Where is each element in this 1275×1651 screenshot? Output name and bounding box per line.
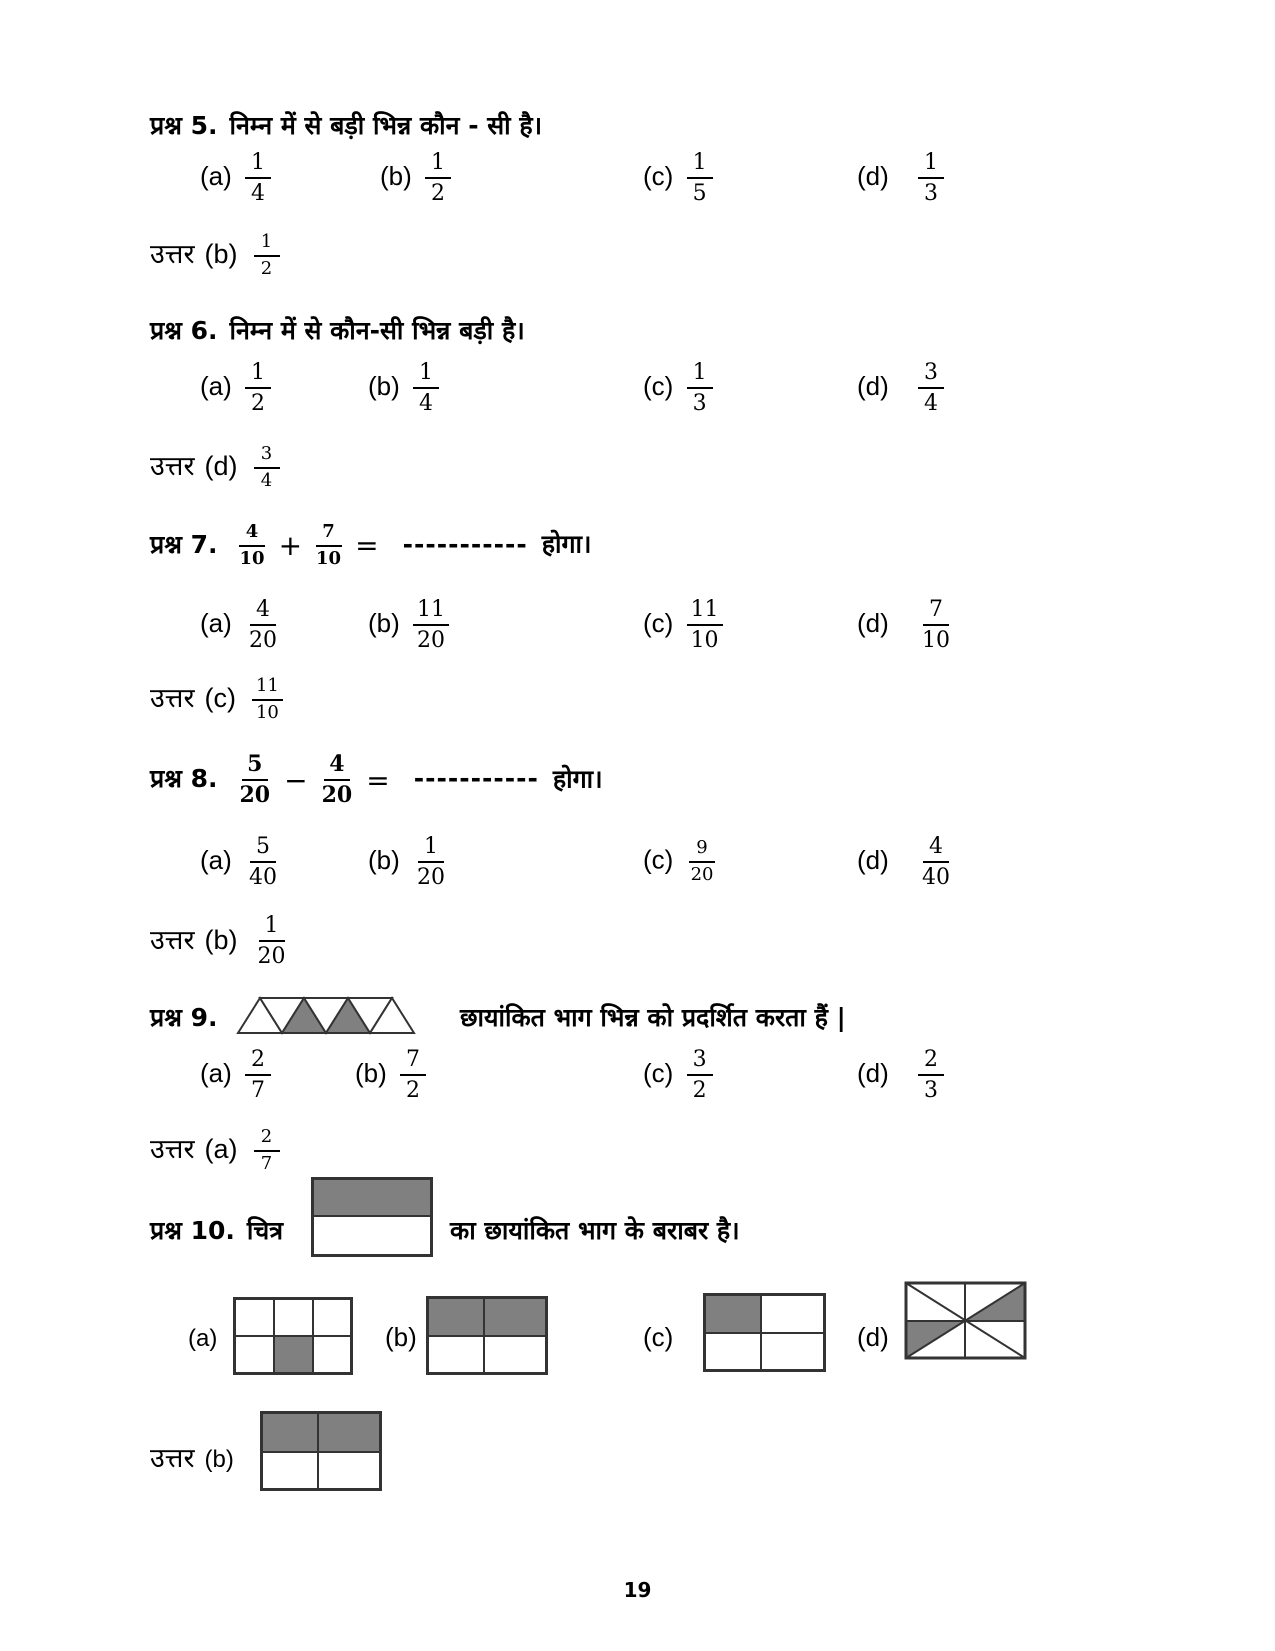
option-label: (a) [200, 845, 232, 876]
question-8 [150, 752, 603, 809]
option-label: (c) [643, 161, 674, 192]
answer-label: उत्तर [150, 924, 195, 956]
q9-option-c[interactable] [643, 1047, 719, 1104]
answer-option: (b) [204, 924, 238, 955]
q7-option-b[interactable] [368, 597, 455, 654]
fraction: $\frac{1}{4}$ [245, 150, 271, 207]
blank: ----------- [413, 764, 539, 794]
fraction: $\frac{1}{2}$ [425, 150, 451, 207]
plus-sign: + [278, 529, 303, 563]
q5-answer [150, 232, 286, 279]
minus-sign: − [284, 763, 308, 797]
question-5 [150, 108, 542, 142]
q7-answer [150, 676, 289, 723]
shaded-row [429, 1299, 545, 1335]
fraction: $\frac{11}{20}$ [413, 597, 449, 654]
option-label: (d) [857, 1058, 889, 1089]
fraction: $\frac{1}{4}$ [413, 360, 439, 417]
fraction: $\frac{5}{40}$ [249, 834, 278, 891]
q10-question-figure [311, 1177, 433, 1257]
question-10 [150, 1213, 283, 1247]
question-10-text [450, 1213, 740, 1247]
answer-option: (c) [204, 683, 236, 714]
q10-answer [150, 1438, 244, 1475]
q10-option-c-figure[interactable] [703, 1293, 826, 1372]
option-label: (c) [643, 1058, 674, 1089]
answer-label: उत्तर [150, 683, 195, 715]
question-suffix: होगा। [541, 529, 592, 559]
fraction: $\frac{7}{2}$ [400, 1047, 426, 1104]
q10-option-c-label[interactable]: (c) [643, 1322, 674, 1352]
fraction: $\frac{9}{20}$ [690, 837, 714, 885]
fraction: $\frac{11}{10}$ [687, 597, 723, 654]
question-label: प्रश्न 10. [150, 1216, 235, 1245]
question-6 [150, 313, 525, 347]
q6-answer [150, 444, 286, 491]
fraction: $\frac{4}{20}$ [321, 751, 353, 809]
q5-option-d[interactable] [857, 150, 950, 207]
answer-label: उत्तर [150, 239, 195, 271]
q10-option-b-label[interactable]: (b) [385, 1322, 417, 1352]
fraction: $\frac{5}{20}$ [239, 751, 271, 809]
fraction: $\frac{7}{10}$ [316, 521, 342, 569]
question-word: चित्र [246, 1216, 284, 1245]
question-label: प्रश्न 5. [150, 111, 218, 140]
fraction: $\frac{1}{20}$ [417, 834, 446, 891]
q7-option-a[interactable] [200, 597, 287, 654]
question-text: छायांकित भाग भिन्न को प्रदर्शित करता हैं | [460, 1003, 846, 1032]
question-text: निम्न में से बड़ी भिन्न कौन - सी है। [229, 111, 543, 140]
shaded-row [263, 1414, 379, 1451]
option-label: (b) [368, 608, 400, 639]
question-text: का छायांकित भाग के बराबर है। [450, 1216, 740, 1245]
answer-label: उत्तर [150, 451, 195, 483]
q9-option-b[interactable] [355, 1047, 432, 1104]
q9-answer [150, 1127, 286, 1174]
option-label: (a) [200, 608, 232, 639]
q9-option-d[interactable] [857, 1047, 950, 1104]
q5-option-b[interactable] [380, 150, 457, 207]
q8-answer [150, 913, 296, 970]
question-text: निम्न में से कौन-सी भिन्न बड़ी है। [229, 316, 525, 345]
q7-option-d[interactable] [857, 597, 960, 654]
fraction: $\frac{2}{3}$ [918, 1047, 944, 1104]
question-7 [150, 522, 591, 569]
fraction: $\frac{1}{3}$ [687, 360, 713, 417]
answer-option: (a) [204, 1134, 238, 1165]
q10-option-d-figure[interactable] [904, 1281, 1028, 1361]
option-label: (d) [857, 845, 889, 876]
fraction: $\frac{1}{20}$ [257, 913, 286, 970]
q5-option-c[interactable] [643, 150, 719, 207]
q9-option-a[interactable] [200, 1047, 277, 1104]
q10-answer-figure [260, 1411, 382, 1491]
page-number: 19 [623, 1578, 652, 1602]
q10-option-a-figure[interactable] [233, 1297, 353, 1375]
equals-sign: = [355, 529, 379, 563]
q6-option-a[interactable] [200, 360, 277, 417]
fraction: $\frac{4}{10}$ [239, 521, 265, 569]
question-9 [150, 1000, 230, 1034]
fraction: $\frac{4}{20}$ [249, 597, 278, 654]
q8-option-c[interactable] [643, 838, 723, 885]
fraction: $\frac{7}{10}$ [922, 597, 951, 654]
shaded-half [314, 1180, 430, 1217]
option-label: (b) [368, 845, 400, 876]
option-label: (a) [200, 371, 232, 402]
q8-option-a[interactable] [200, 834, 287, 891]
answer-option: (d) [204, 451, 238, 482]
q6-option-c[interactable] [643, 360, 719, 417]
question-label: प्रश्न 8. [150, 764, 218, 794]
answer-option: (b) [204, 239, 238, 270]
fraction: $\frac{1}{5}$ [687, 150, 713, 207]
q7-option-c[interactable] [643, 597, 729, 654]
answer-label: उत्तर [150, 1443, 195, 1474]
option-label: (b) [368, 371, 400, 402]
option-label: (d) [857, 161, 889, 192]
fraction: $\frac{2}{7}$ [254, 1127, 280, 1174]
fraction: $\frac{3}{2}$ [687, 1047, 713, 1104]
option-label: (c) [643, 371, 674, 402]
option-label: (a) [200, 1058, 232, 1089]
shaded-cell [706, 1296, 760, 1332]
q8-option-b[interactable] [368, 834, 455, 891]
option-label: (c) [643, 608, 674, 639]
q10-option-a-label[interactable]: (a) [188, 1325, 218, 1352]
question-label: प्रश्न 6. [150, 316, 218, 345]
q6-option-d[interactable] [857, 360, 950, 417]
option-label: (c) [643, 844, 674, 875]
fraction: $\frac{2}{7}$ [245, 1047, 271, 1104]
question-label: प्रश्न 7. [150, 529, 218, 559]
option-label: (b) [355, 1058, 387, 1089]
fraction: $\frac{11}{10}$ [252, 676, 283, 723]
fraction: $\frac{1}{3}$ [918, 150, 944, 207]
q6-option-b[interactable] [368, 360, 445, 417]
shaded-cell [275, 1337, 312, 1372]
option-label: (d) [857, 608, 889, 639]
answer-label: उत्तर [150, 1134, 195, 1166]
fraction: $\frac{3}{4}$ [254, 444, 280, 491]
q10-option-b-figure[interactable] [426, 1296, 548, 1375]
fraction: $\frac{1}{2}$ [245, 360, 271, 417]
fraction: $\frac{4}{40}$ [922, 834, 951, 891]
q8-option-d[interactable] [857, 834, 960, 891]
question-9-text [460, 1000, 846, 1034]
triangle-strip-figure [236, 996, 426, 1036]
option-label: (b) [380, 161, 412, 192]
question-suffix: होगा। [552, 764, 603, 794]
q5-option-a[interactable] [200, 150, 277, 207]
option-label: (a) [200, 161, 232, 192]
fraction: $\frac{1}{2}$ [254, 232, 280, 279]
q10-option-d-label[interactable]: (d) [857, 1322, 889, 1352]
fraction: $\frac{3}{4}$ [918, 360, 944, 417]
question-label: प्रश्न 9. [150, 1003, 218, 1032]
equals-sign: = [366, 763, 390, 797]
answer-option: (b) [204, 1446, 234, 1473]
blank: ----------- [402, 529, 528, 559]
option-label: (d) [857, 371, 889, 402]
